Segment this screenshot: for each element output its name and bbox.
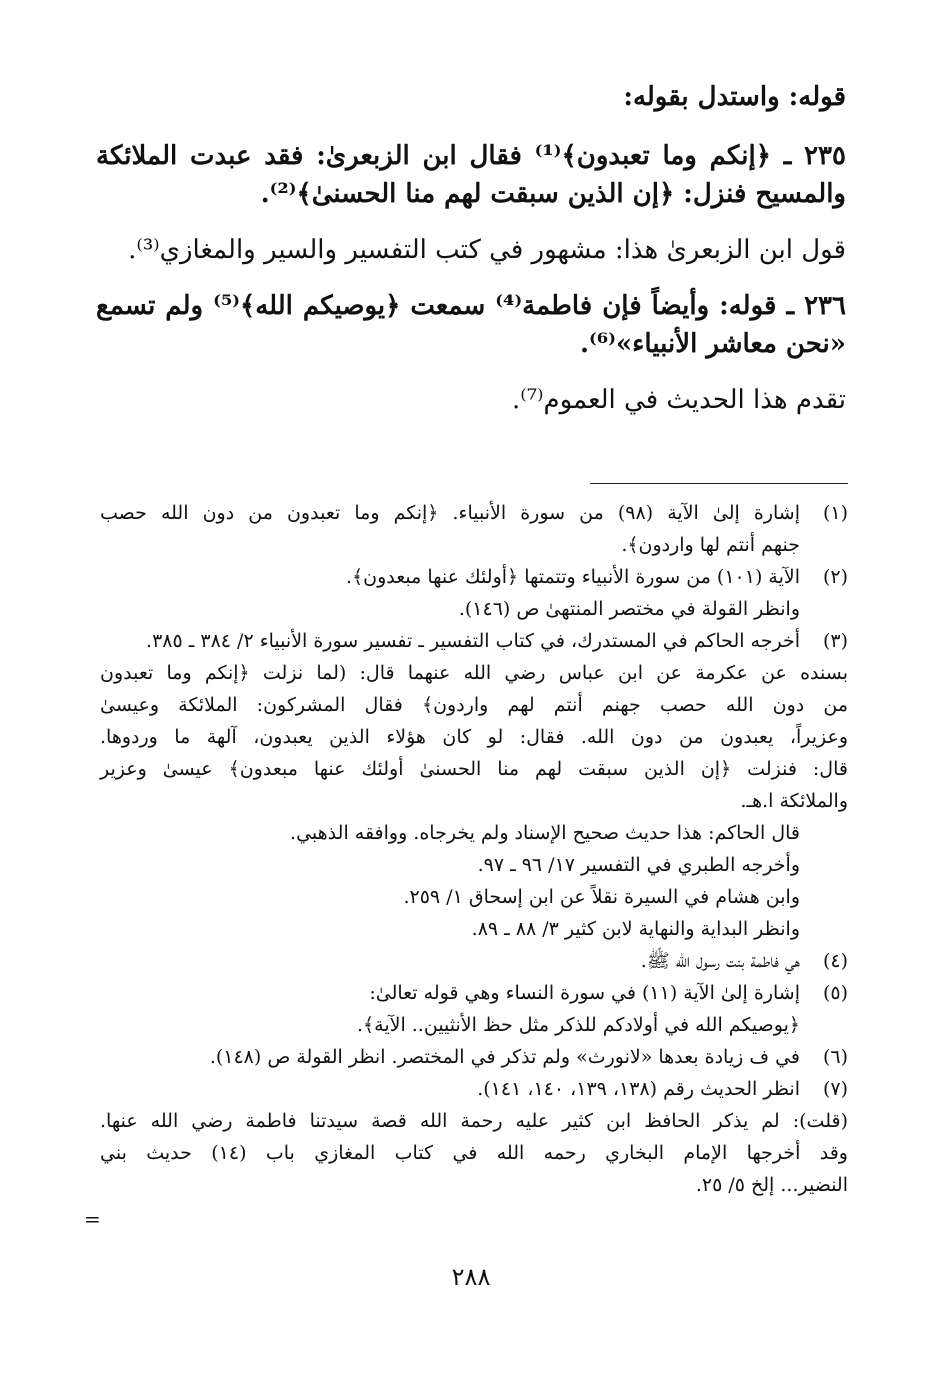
- footnote-line: وقد أخرجها الإمام البخاري رحمه الله في كتاب المغازي باب (١٤) حديث بني: [100, 1142, 848, 1164]
- page-number: ٢٨٨: [451, 1263, 491, 1291]
- footnote-line: وانظر البداية والنهاية لابن كثير ٣/ ٨٨ ـ ٨٩.: [471, 918, 800, 940]
- footnote: [100, 945, 848, 977]
- commentary-235: قول ابن الزبعرىٰ هذا: مشهور في كتب التفسير والسير والمغازي⁽³⁾.: [128, 235, 846, 265]
- footnote-line: والملائكة ا.هـ.: [740, 790, 848, 812]
- footnote-number: (١): [822, 502, 848, 524]
- main-text: [96, 78, 846, 419]
- footnote-number: (٢): [822, 566, 848, 588]
- footnote-line: جنهم أنتم لها واردون﴾.: [621, 534, 800, 556]
- commentary-236: تقدم هذا الحديث في العموم⁽⁷⁾.: [512, 385, 846, 415]
- footnote-line: بسنده عن عكرمة عن ابن عباس رضي الله عنهما قال: (لما نزلت ﴿إنكم وما تعبدون: [100, 662, 848, 684]
- footnote-number: (٧): [822, 1078, 848, 1100]
- footnote-number: (٦): [822, 1046, 848, 1068]
- footnote: [100, 1073, 848, 1201]
- footnote-line: قال الحاكم: هذا حديث صحيح الإسناد ولم يخرجاه. ووافقه الذهبي.: [290, 822, 800, 844]
- footnote-line: وأخرجه الطبري في التفسير ١٧/ ٩٦ ـ ٩٧.: [477, 854, 800, 876]
- footnote-number: (٣): [822, 630, 848, 652]
- footnote: [100, 561, 848, 625]
- footnote-number: (٤): [822, 950, 848, 972]
- footnote-number: (٥): [822, 982, 848, 1004]
- footnote: [100, 625, 848, 945]
- footnote-line: في ف زيادة بعدها «لانورث» ولم تذكر في المختصر. انظر القولة ص (١٤٨).: [209, 1046, 800, 1068]
- footnotes: [100, 497, 848, 1201]
- footnote-line: إشارة إلىٰ الآية (٩٨) من سورة الأنبياء. ﴿إنكم وما تعبدون من دون الله حصب: [100, 502, 800, 524]
- section-heading: قوله: واستدل بقوله:: [623, 82, 846, 112]
- footnote-line: النضير... إلخ ٥/ ٢٥.: [695, 1174, 848, 1196]
- footnote-line: الآية (١٠١) من سورة الأنبياء وتتمتها ﴿أولئك عنها مبعدون﴾.: [345, 566, 800, 588]
- footnote-line: هي فاطمة بنت رسول الله ﷺ.: [640, 950, 800, 972]
- footnote-line: من دون الله حصب جهنم أنتم لهم واردون﴾ فقال المشركون: الملائكة وعيسىٰ: [100, 694, 848, 716]
- hadith-235-line-2: والمسيح فنزل: ﴿إن الذين سبقت لهم منا الحسنىٰ﴾⁽²⁾.: [260, 179, 846, 209]
- footnote: [100, 497, 848, 561]
- footnote-separator: [590, 483, 848, 484]
- footnote-line: ﴿يوصيكم الله في أولادكم للذكر مثل حظ الأنثيين.. الآية﴾.: [356, 1014, 800, 1036]
- footnote-line: إشارة إلىٰ الآية (١١) في سورة النساء وهي قوله تعالىٰ:: [369, 982, 800, 1004]
- footnote-line: انظر الحديث رقم (١٣٨، ١٣٩، ١٤٠، ١٤١).: [477, 1078, 800, 1100]
- footnote-line: أخرجه الحاكم في المستدرك، في كتاب التفسير ـ تفسير سورة الأنبياء ٢/ ٣٨٤ ـ ٣٨٥.: [146, 630, 800, 652]
- hadith-235-line-1: ٢٣٥ ـ ﴿إنكم وما تعبدون﴾⁽¹⁾ فقال ابن الزبعرىٰ: فقد عبدت الملائكة: [96, 141, 846, 171]
- footnote: [100, 977, 848, 1041]
- footnote-line: (قلت): لم يذكر الحافظ ابن كثير عليه رحمة الله قصة سيدتنا فاطمة رضي الله عنها.: [100, 1110, 848, 1132]
- footnote-line: قال: فنزلت ﴿إن الذين سبقت لهم منا الحسنىٰ أولئك عنها مبعدون﴾ عيسىٰ وعزير: [100, 758, 848, 780]
- footnote: [100, 1041, 848, 1073]
- hadith-236-line-2: «نحن معاشر الأنبياء»⁽⁶⁾.: [580, 329, 846, 359]
- hadith-236-line-1: ٢٣٦ ـ قوله: وأيضاً فإن فاطمة⁽⁴⁾ سمعت ﴿يوصيكم الله﴾⁽⁵⁾ ولم تسمع: [96, 291, 846, 321]
- footnote-line: وانظر القولة في مختصر المنتهىٰ ص (١٤٦).: [458, 598, 800, 620]
- continuation-mark: =: [84, 1207, 101, 1231]
- footnote-line: وابن هشام في السيرة نقلاً عن ابن إسحاق ١/ ٢٥٩.: [403, 886, 800, 908]
- footnote-line: وعزيراً، يعبدون من دون الله. فقال: لو كان هؤلاء الذين يعبدون، آلهة ما وردوها.: [100, 726, 848, 748]
